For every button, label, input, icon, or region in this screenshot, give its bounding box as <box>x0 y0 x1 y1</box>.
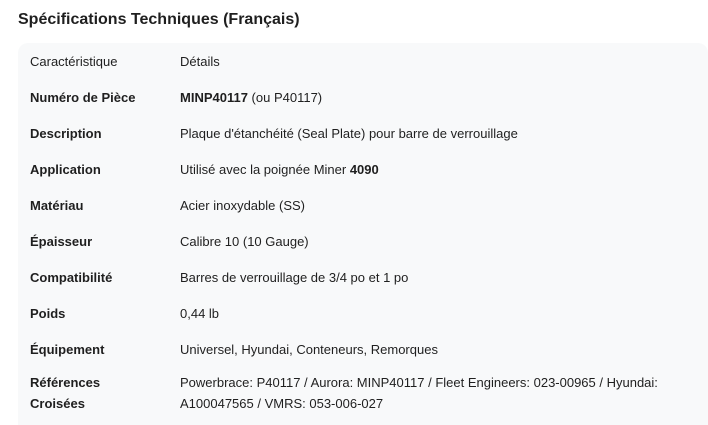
column-header-details: Détails <box>180 53 220 69</box>
row-value <box>180 151 708 187</box>
row-value: Barres de verrouillage de 3/4 po et 1 po <box>180 269 409 285</box>
row-value: Plaque d'étanchéité (Seal Plate) pour barre de verrouillage <box>180 125 518 141</box>
handle-model-strong: 4090 <box>349 161 379 177</box>
row-key: Poids <box>30 305 66 321</box>
row-key-line-2: Croisées <box>30 396 85 411</box>
row-value: Acier inoxydable (SS) <box>180 197 305 213</box>
part-number-strong: MINP40117 <box>180 89 248 105</box>
table-row <box>18 259 708 295</box>
row-key: Description <box>30 125 102 141</box>
table-row <box>18 223 708 259</box>
table-row <box>18 79 708 115</box>
row-value: 0,44 lb <box>180 305 220 321</box>
table-row <box>18 295 708 331</box>
section-heading: Spécifications Techniques (Français) <box>18 11 300 28</box>
row-value: Powerbrace: P40117 / Aurora: MINP40117 / Fleet Engineers: 023-00965 / Hyundai: A100047565 / VMRS: 053-006-027 <box>180 375 658 411</box>
row-key: Application <box>30 161 101 177</box>
part-number-alt: (ou P40117) <box>247 89 323 105</box>
row-key: Équipement <box>30 341 105 357</box>
table-row <box>18 115 708 151</box>
row-key: Matériau <box>30 197 84 213</box>
row-key-line-1: Références <box>30 375 101 390</box>
row-key: Épaisseur <box>30 233 93 249</box>
row-key: Numéro de Pièce <box>30 89 136 105</box>
row-key: Compatibilité <box>30 269 113 285</box>
spec-table-card <box>18 43 708 425</box>
table-header-row <box>18 43 708 79</box>
table-row <box>18 151 708 187</box>
row-key <box>18 367 180 420</box>
table-row <box>18 187 708 223</box>
column-header-characteristic: Caractéristique <box>30 53 118 69</box>
table-row <box>18 331 708 367</box>
table-row <box>18 367 708 420</box>
spec-table <box>18 43 708 420</box>
row-value <box>180 79 708 115</box>
row-value: Calibre 10 (10 Gauge) <box>180 233 309 249</box>
row-value: Universel, Hyundai, Conteneurs, Remorques <box>180 341 438 357</box>
application-text: Utilisé avec la poignée Miner <box>180 161 350 177</box>
